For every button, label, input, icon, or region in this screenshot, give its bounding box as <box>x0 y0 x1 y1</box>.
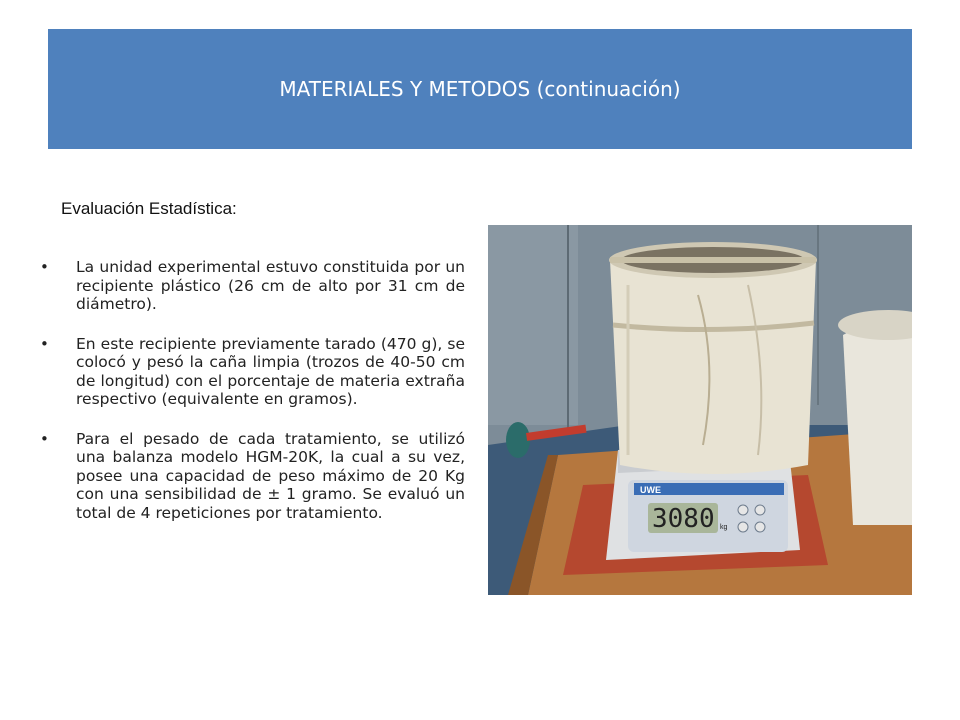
scale-photo-illustration <box>488 225 912 595</box>
bullet-item: • La unidad experimental estuvo constituida por un recipiente plástico (26 cm de alto por 31 cm de diámetro). <box>40 258 465 314</box>
section-subtitle: Evaluación Estadística: <box>61 199 237 218</box>
bullet-list <box>40 258 465 543</box>
scale-display-value: 3080 <box>652 504 715 534</box>
scale-photo <box>488 225 912 595</box>
slide-title: MATERIALES Y METODOS (continuación) <box>279 77 681 101</box>
scale-brand-label: UWE <box>640 485 661 495</box>
bullet-item: • Para el pesado de cada tratamiento, se utilizó una balanza modelo HGM-20K, la cual a su vez, posee una capacidad de peso máximo de 20 Kg con una sensibilidad de ± 1 gramo. Se evaluó un total de 4 repeticiones por tratamiento. <box>40 430 465 523</box>
bullet-item: • En este recipiente previamente tarado (470 g), se colocó y pesó la caña limpia (trozos de 40-50 cm de longitud) con el porcentaje de materia extraña respectivo (equivalente en gramos). <box>40 335 465 409</box>
scale-unit-label: kg <box>720 524 728 531</box>
title-bar <box>48 29 912 149</box>
